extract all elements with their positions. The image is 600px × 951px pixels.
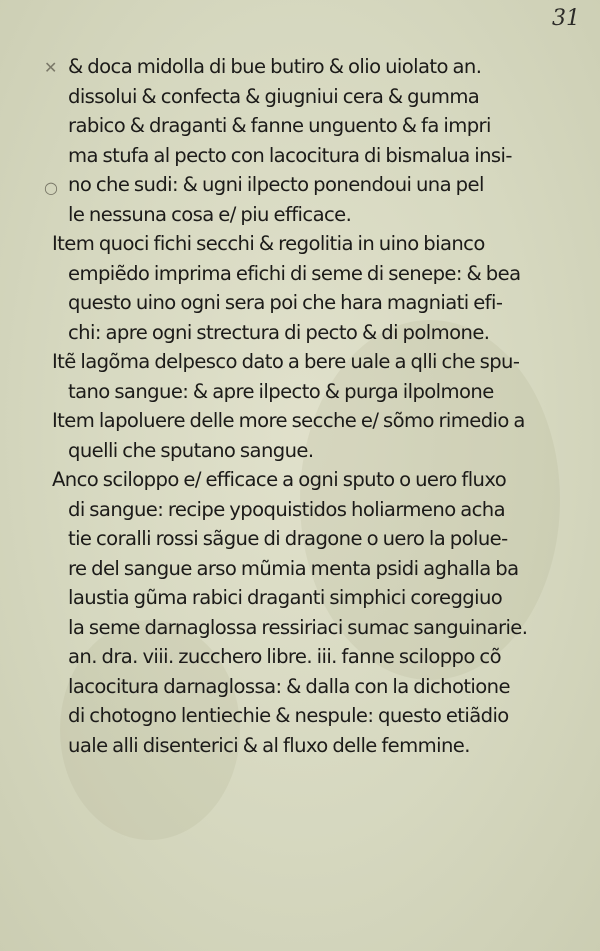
text-line: chi: apre ogni strectura di pecto & di polmone. (68, 320, 490, 344)
text-line: lacocitura darnaglossa: & dalla con la dichotione (68, 674, 510, 698)
text-line: Item quoci fichi secchi & regolitia in uino bianco (52, 232, 485, 255)
text-line: tano sangue: & apre ilpecto & purga ilpolmone (68, 379, 494, 403)
text-line: dissolui & confecta & giugniui cera & gumma (68, 84, 480, 108)
text-line: uale alli disenterici & al fluxo delle femmine. (68, 733, 470, 757)
text-line: di sangue: recipe ypoquistidos holiarmeno acha (68, 497, 506, 521)
text-line: ma stufa al pecto con lacocitura di bismalua insi- (68, 143, 512, 167)
text-line: Anco sciloppo e/ efficace a ogni sputo o uero fluxo (52, 468, 507, 491)
text-line: di chotogno lentiechie & nespule: questo etiãdio (68, 704, 509, 727)
text-block (52, 52, 544, 760)
text-line: empiẽdo imprima efichi di seme di senepe: & bea (68, 261, 521, 285)
text-line: Item lapoluere delle more secche e/ sõmo rimedio a (52, 409, 525, 432)
margin-mark: ○ (44, 178, 58, 197)
text-line: le nessuna cosa e/ piu efficace. (68, 202, 352, 226)
text-line: tie coralli rossi sãgue di dragone o uero la polue- (68, 527, 508, 550)
text-line: Itẽ lagõma delpesco dato a bere uale a qlli che spu- (52, 350, 520, 373)
text-line: rabico & draganti & fanne unguento & fa impri (68, 114, 491, 137)
text-line: la seme darnaglossa ressiriaci sumac sanguinarie. (68, 615, 528, 639)
text-line: questo uino ogni sera poi che hara magniati efi- (68, 291, 503, 314)
text-line: quelli che sputano sangue. (68, 438, 314, 462)
text-line: an. dra. viii. zucchero libre. iii. fanne sciloppo cõ (68, 645, 501, 668)
text-line: & doca midolla di bue butiro & olio uiolato an. (68, 55, 482, 78)
text-line: re del sangue arso mũmia menta psidi aghalla ba (68, 556, 519, 580)
margin-mark: ✕ (44, 58, 58, 77)
text-line: no che sudi: & ugni ilpecto ponendoui una pel (68, 173, 484, 196)
folio-number: 31 (552, 6, 580, 31)
text-line: laustia gũma rabici draganti simphici coreggiuo (68, 586, 503, 609)
